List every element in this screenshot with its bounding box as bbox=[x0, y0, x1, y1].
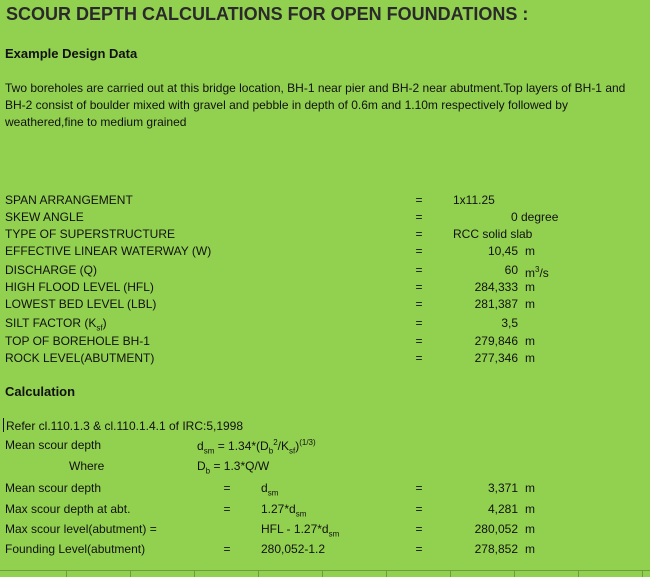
discharge-intensity-formula[interactable]: $D_b = 1.3*Q/W$ bbox=[197, 459, 270, 476]
site-description[interactable]: Two boreholes are carried out at this bridge location, BH-1 near pier and BH-2 near abutment.Top layers of BH-1 and BH-2 consist of boulder mixed with gravel and pebble in depth of 0.6m and 1.10m respectively followed by weathered,fine to medium grained bbox=[5, 81, 626, 129]
hfl-label[interactable]: HIGH FLOOD LEVEL (HFL) bbox=[5, 280, 154, 294]
grid-line bbox=[514, 570, 515, 577]
skew-label[interactable]: SKEW ANGLE bbox=[5, 210, 84, 224]
rock-level-unit: m bbox=[525, 351, 535, 365]
borehole-bh1-label[interactable]: TOP OF BOREHOLE BH-1 bbox=[5, 334, 150, 348]
discharge-label[interactable]: DISCHARGE (Q) bbox=[5, 263, 98, 277]
discharge-unit: $m^3/s$ bbox=[525, 265, 549, 280]
equals-sign: = bbox=[223, 481, 231, 495]
equals-sign: = bbox=[415, 522, 423, 536]
grid-line bbox=[322, 570, 323, 577]
equals-sign: = bbox=[415, 263, 423, 277]
grid-line bbox=[450, 570, 451, 577]
calculation-heading: Calculation bbox=[5, 384, 76, 399]
text-cursor bbox=[3, 418, 4, 432]
grid-line bbox=[0, 570, 650, 571]
span-label[interactable]: SPAN ARRANGEMENT bbox=[5, 193, 133, 207]
skew-value[interactable]: 0 degree bbox=[511, 210, 559, 224]
equals-sign: = bbox=[223, 542, 231, 556]
rock-level-value[interactable]: 277,346 bbox=[474, 351, 518, 365]
equals-sign: = bbox=[415, 280, 423, 294]
borehole-bh1-value[interactable]: 279,846 bbox=[474, 334, 518, 348]
span-value[interactable]: 1x11.25 bbox=[453, 193, 495, 207]
equals-sign: = bbox=[415, 210, 423, 224]
result-mean-scour-label[interactable]: Mean scour depth bbox=[5, 481, 102, 495]
where-label: Where bbox=[69, 459, 105, 473]
equals-sign: = bbox=[415, 351, 423, 365]
equals-sign: = bbox=[415, 227, 423, 241]
equals-sign: = bbox=[415, 316, 423, 330]
waterway-value[interactable]: 10,45 bbox=[487, 244, 518, 258]
waterway-label[interactable]: EFFECTIVE LINEAR WATERWAY (W) bbox=[5, 244, 212, 258]
grid-line bbox=[66, 570, 67, 577]
equals-sign: = bbox=[415, 334, 423, 348]
result-mean-scour-value[interactable]: 3,371 bbox=[487, 481, 518, 495]
grid-line bbox=[386, 570, 387, 577]
equals-sign: = bbox=[415, 542, 423, 556]
equals-sign: = bbox=[415, 297, 423, 311]
grid-line bbox=[194, 570, 195, 577]
result-max-scour-label[interactable]: Max scour depth at abt. bbox=[5, 502, 131, 516]
reference-note[interactable]: Refer cl.110.1.3 & cl.110.1.4.1 of IRC:5,1998 bbox=[6, 419, 244, 433]
borehole-bh1-unit: m bbox=[525, 334, 535, 348]
lbl-value[interactable]: 281,387 bbox=[474, 297, 518, 311]
grid-line bbox=[258, 570, 259, 577]
discharge-value[interactable]: 60 bbox=[504, 263, 518, 277]
superstructure-value[interactable]: RCC solid slab bbox=[453, 227, 533, 241]
result-max-scour-unit: m bbox=[525, 502, 535, 516]
grid-line bbox=[642, 570, 643, 577]
result-max-scour-expr[interactable]: $1.27*d_{sm}$ bbox=[261, 502, 307, 519]
result-max-scour-level-label[interactable]: Max scour level(abutment) = bbox=[5, 522, 157, 536]
grid-line bbox=[130, 570, 131, 577]
equals-sign: = bbox=[223, 502, 231, 516]
equals-sign: = bbox=[415, 193, 423, 207]
grid-line bbox=[578, 570, 579, 577]
equals-sign: = bbox=[415, 481, 423, 495]
lbl-unit: m bbox=[525, 297, 535, 311]
equals-sign: = bbox=[415, 502, 423, 516]
result-max-scour-value[interactable]: 4,281 bbox=[487, 502, 518, 516]
silt-factor-value[interactable]: 3,5 bbox=[501, 316, 518, 330]
result-founding-level-expr[interactable]: 280,052-1.2 bbox=[261, 542, 326, 556]
result-founding-level-label[interactable]: Founding Level(abutment) bbox=[5, 542, 146, 556]
result-mean-scour-unit: m bbox=[525, 481, 535, 495]
waterway-unit: m bbox=[525, 244, 535, 258]
silt-factor-label[interactable]: SILT FACTOR $(K_{sf})$ bbox=[5, 316, 107, 333]
result-founding-level-unit: m bbox=[525, 542, 535, 556]
lbl-label[interactable]: LOWEST BED LEVEL (LBL) bbox=[5, 297, 157, 311]
hfl-value[interactable]: 284,333 bbox=[474, 280, 518, 294]
result-max-scour-level-value[interactable]: 280,052 bbox=[474, 522, 518, 536]
equals-sign: = bbox=[415, 244, 423, 258]
superstructure-label[interactable]: TYPE OF SUPERSTRUCTURE bbox=[5, 227, 176, 241]
design-data-heading: Example Design Data bbox=[5, 46, 138, 61]
mean-scour-depth-label[interactable]: Mean scour depth bbox=[5, 438, 102, 452]
hfl-unit: m bbox=[525, 280, 535, 294]
result-founding-level-value[interactable]: 278,852 bbox=[474, 542, 518, 556]
result-max-scour-level-unit: m bbox=[525, 522, 535, 536]
mean-scour-formula[interactable]: $d_{sm} = 1.34*(D_b^2/K_{sf})^{(1/3)}$ bbox=[197, 438, 316, 456]
rock-level-label[interactable]: ROCK LEVEL(ABUTMENT) bbox=[5, 351, 155, 365]
result-max-scour-level-expr[interactable]: HFL - $1.27*d_{sm}$ bbox=[261, 522, 340, 539]
page-title: SCOUR DEPTH CALCULATIONS FOR OPEN FOUNDATIONS : bbox=[6, 4, 529, 24]
result-mean-scour-expr[interactable]: $d_{sm}$ bbox=[261, 481, 279, 498]
